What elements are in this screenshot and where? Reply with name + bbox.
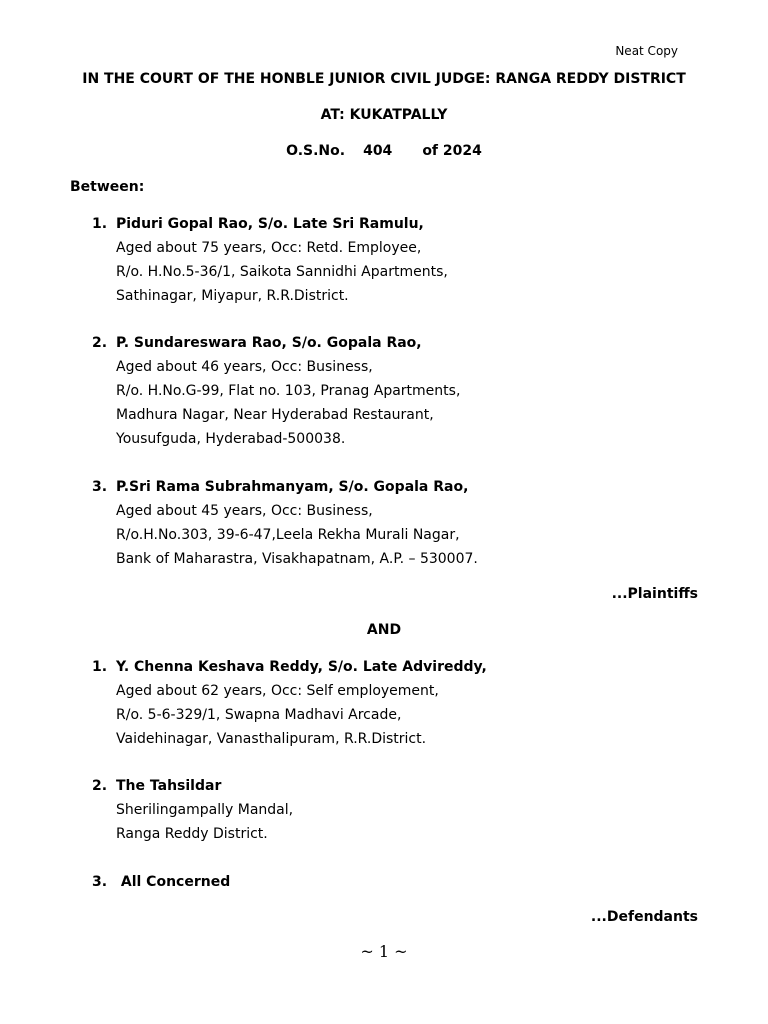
plaintiffs-label: ...Plaintiffs [611,586,698,602]
party-name: Y. Chenna Keshava Reddy, S/o. Late Advireddy, [116,659,487,675]
defendant-entry [92,870,230,894]
party-detail-line: Yousufguda, Hyderabad-500038. [116,431,346,447]
party-detail-line: R/o. H.No.G-99, Flat no. 103, Pranag Apartments, [116,383,461,399]
party-detail-line: Madhura Nagar, Near Hyderabad Restaurant, [116,407,434,423]
copy-label: Neat Copy [615,44,678,58]
party-number: 2. [92,778,108,794]
party-detail-line: Aged about 62 years, Occ: Self employement, [116,683,439,699]
party-number: 3. [92,874,108,890]
party-name: Piduri Gopal Rao, S/o. Late Sri Ramulu, [116,216,424,232]
party-detail-line: R/o.H.No.303, 39-6-47,Leela Rekha Murali Nagar, [116,527,460,543]
party-detail-line: Aged about 45 years, Occ: Business, [116,503,373,519]
suit-number-line [0,142,768,160]
page-number: ~ 1 ~ [360,942,408,961]
party-detail-line: Bank of Maharastra, Visakhapatnam, A.P. – 530007. [116,551,478,567]
party-detail-line: R/o. H.No.5-36/1, Saikota Sannidhi Apartments, [116,264,448,280]
plaintiff-entry [92,475,478,571]
party-number: 1. [92,216,108,232]
plaintiff-entry [92,212,448,308]
party-detail-line: Aged about 75 years, Occ: Retd. Employee, [116,240,422,256]
and-separator: AND [366,622,402,638]
defendant-entry [92,655,487,751]
defendant-entry [92,774,293,846]
party-detail-line: Sathinagar, Miyapur, R.R.District. [116,288,349,304]
party-number: 1. [92,659,108,675]
party-detail-line: Vaidehinagar, Vanasthalipuram, R.R.District. [116,731,427,747]
court-title: IN THE COURT OF THE HONBLE JUNIOR CIVIL JUDGE: RANGA REDDY DISTRICT [82,71,686,87]
between-label: Between: [70,179,145,195]
party-detail-line: R/o. 5-6-329/1, Swapna Madhavi Arcade, [116,707,402,723]
suit-prefix: O.S.No. [286,143,346,159]
suit-number: 404 [363,143,393,159]
plaintiff-entry [92,331,460,451]
party-name: P. Sundareswara Rao, S/o. Gopala Rao, [116,335,422,351]
party-name: All Concerned [116,874,231,890]
defendants-label: ...Defendants [590,909,698,925]
suit-year: of 2024 [422,143,482,159]
party-detail-line: Aged about 46 years, Occ: Business, [116,359,373,375]
party-detail-line: Sherilingampally Mandal, [116,802,294,818]
party-number: 3. [92,479,108,495]
party-detail-line: Ranga Reddy District. [116,826,268,842]
court-place: AT: KUKATPALLY [320,107,448,123]
party-name: The Tahsildar [116,778,222,794]
party-name: P.Sri Rama Subrahmanyam, S/o. Gopala Rao, [116,479,469,495]
party-number: 2. [92,335,108,351]
